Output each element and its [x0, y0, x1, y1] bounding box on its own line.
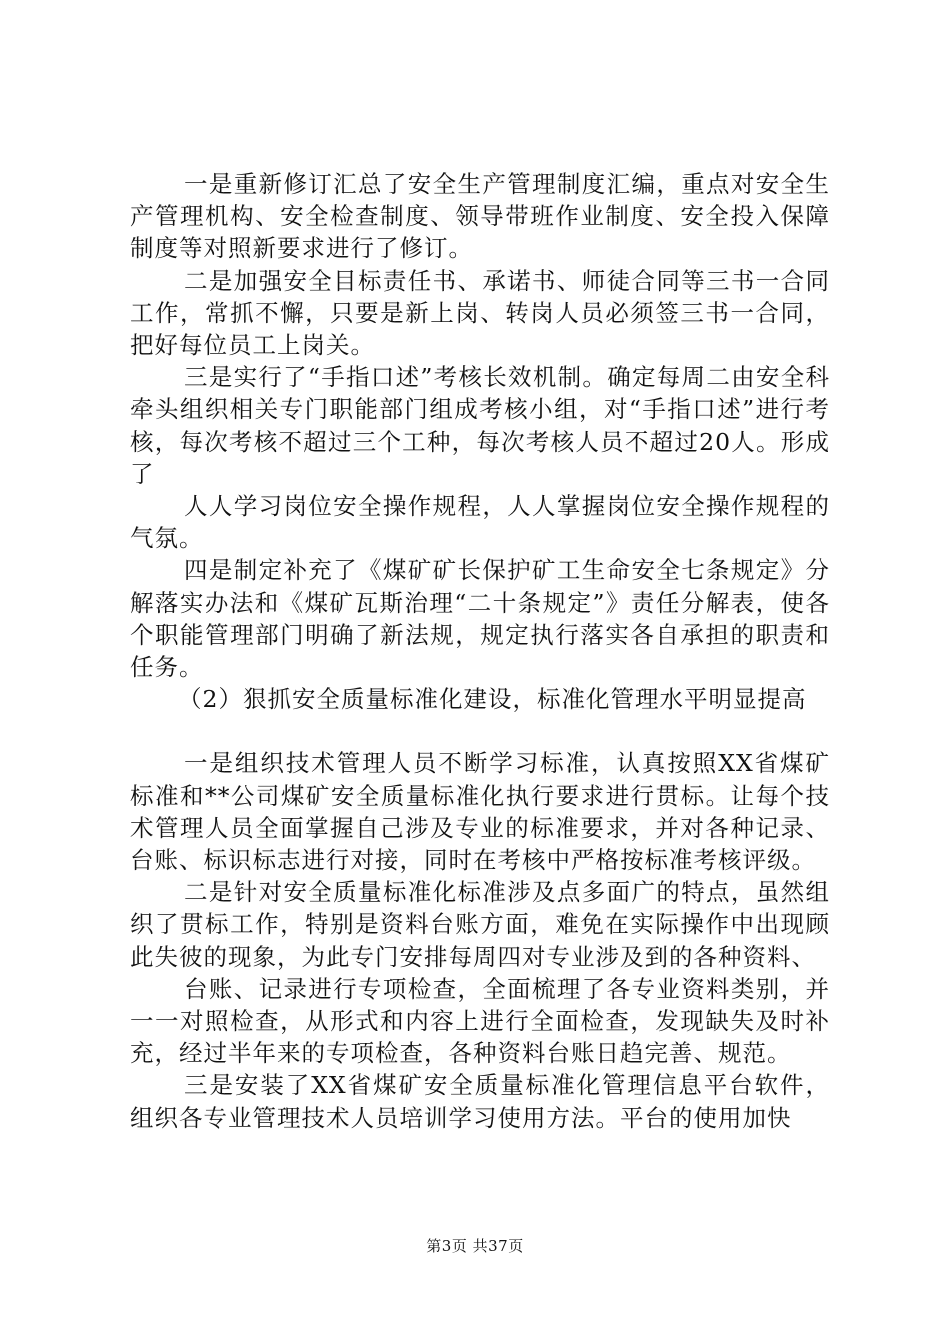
paragraph-finger-oral-assessment: 三是实行了“手指口述”考核长效机制。确定每周二由安全科牵头组织相关专门职能部门组成考核小组，对“手指口述”进行考核，每次考核不超过三个工种，每次考核人员不超过20人。形成了 [130, 363, 830, 488]
paragraph-mine-regulations: 四是制定补充了《煤矿矿长保护矿工生命安全七条规定》分解落实办法和《煤矿瓦斯治理“二十条规定”》责任分解表，使各个职能管理部门明确了新法规，规定执行落实各自承担的职责和任务。 [130, 556, 830, 682]
page-number-footer: 第3页 共37页 [426, 1237, 524, 1255]
paragraph-standards-study: 一是组织技术管理人员不断学习标准，认真按照XX省煤矿标准和**公司煤矿安全质量标准化执行要求进行贯标。让每个技术管理人员全面掌握自己涉及专业的标准要求，并对各种记录、台账、标识标志进行对接，同时在考核中严格按标准考核评级。 [130, 749, 830, 875]
section-heading-quality-standardization: （2）狠抓安全质量标准化建设，标准化管理水平明显提高 [178, 685, 807, 714]
paragraph-responsibility-contracts: 二是加强安全目标责任书、承诺书、师徒合同等三书一合同工作，常抓不懈，只要是新上岗、转岗人员必须签三书一合同，把好每位员工上岗关。 [130, 266, 830, 360]
paragraph-records-review: 台账、记录进行专项检查，全面梳理了各专业资料类别，并一一对照检查，从形式和内容上进行全面检查，发现缺失及时补充，经过半年来的专项检查，各种资料台账日趋完善、规范。 [130, 974, 830, 1068]
paragraph-revise-regulations: 一是重新修订汇总了安全生产管理制度汇编，重点对安全生产管理机构、安全检查制度、领导带班作业制度、安全投入保障制度等对照新要求进行了修订。 [130, 170, 830, 263]
paragraph-platform-software: 三是安装了XX省煤矿安全质量标准化管理信息平台软件，组织各专业管理技术人员培训学习使用方法。平台的使用加快 [130, 1071, 830, 1132]
paragraph-records-inspection: 二是针对安全质量标准化标准涉及点多面广的特点，虽然组织了贯标工作，特别是资料台账方面，难免在实际操作中出现顾此失彼的现象，为此专门安排每周四对专业涉及到的各种资料、 [130, 878, 830, 971]
paragraph-safety-atmosphere: 人人学习岗位安全操作规程，人人掌握岗位安全操作规程的气氛。 [130, 492, 830, 553]
document-body [130, 168, 830, 1134]
